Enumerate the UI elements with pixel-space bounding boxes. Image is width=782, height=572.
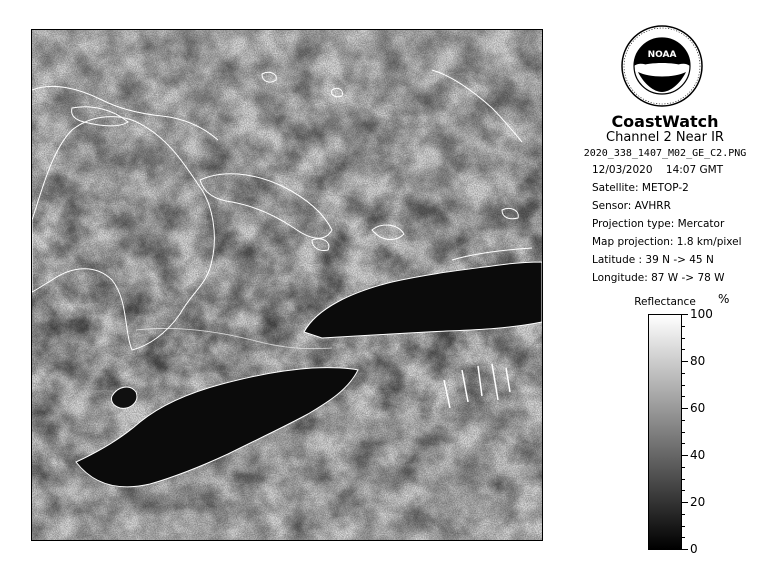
colorbar-major-tick [682,408,688,409]
colorbar-tick-label: 60 [690,401,706,415]
unit-label: % [718,292,730,306]
colorbar-minor-tick [682,349,685,350]
sensor-line: Sensor: AVHRR [592,200,671,212]
colorbar-major-tick [682,502,688,503]
satellite-image [31,29,543,541]
logo-text: NOAA [647,50,677,60]
colorbar-minor-tick [682,326,685,327]
colorbar-tick-label: 20 [690,495,706,509]
colorbar-minor-tick [682,385,685,386]
filename: 2020_338_1407_M02_GE_C2.PNG [583,148,747,159]
longitude-line: Longitude: 87 W -> 78 W [592,272,725,284]
satellite-line: Satellite: METOP-2 [592,182,689,194]
time: 14:07 GMT [665,164,724,176]
datetime [592,164,723,176]
latitude-line: Latitude : 39 N -> 45 N [592,254,714,266]
colorbar-tick-label: 100 [690,307,713,321]
colorbar-minor-tick [682,526,685,527]
colorbar-major-tick [682,314,688,315]
colorbar-minor-tick [682,537,685,538]
colorbar-minor-tick [682,420,685,421]
colorbar-minor-tick [682,396,685,397]
info-panel [560,24,770,564]
colorbar-major-tick [682,455,688,456]
colorbar-minor-tick [682,373,685,374]
colorbar-minor-tick [682,432,685,433]
colorbar-minor-tick [682,490,685,491]
satellite-map [32,30,542,540]
colorbar-minor-tick [682,479,685,480]
colorbar-minor-tick [682,443,685,444]
colorbar-minor-tick [682,338,685,339]
colorbar-tick-label: 40 [690,448,706,462]
map-projection-line: Map projection: 1.8 km/pixel [592,236,742,248]
colorbar-minor-tick [682,467,685,468]
colorbar-tick-label: 80 [690,354,706,368]
colorbar-minor-tick [682,514,685,515]
colorbar-major-tick [682,549,688,550]
date: 12/03/2020 [592,164,653,176]
colorbar-gradient [649,315,681,549]
legend-title: Reflectance [634,296,696,308]
colorbar-tick-label: 0 [690,542,698,556]
projection-type-line: Projection type: Mercator [592,218,725,230]
product-title: CoastWatch [611,112,719,131]
channel-label: Channel 2 Near IR [606,130,724,145]
colorbar-major-tick [682,361,688,362]
colorbar [648,314,682,550]
